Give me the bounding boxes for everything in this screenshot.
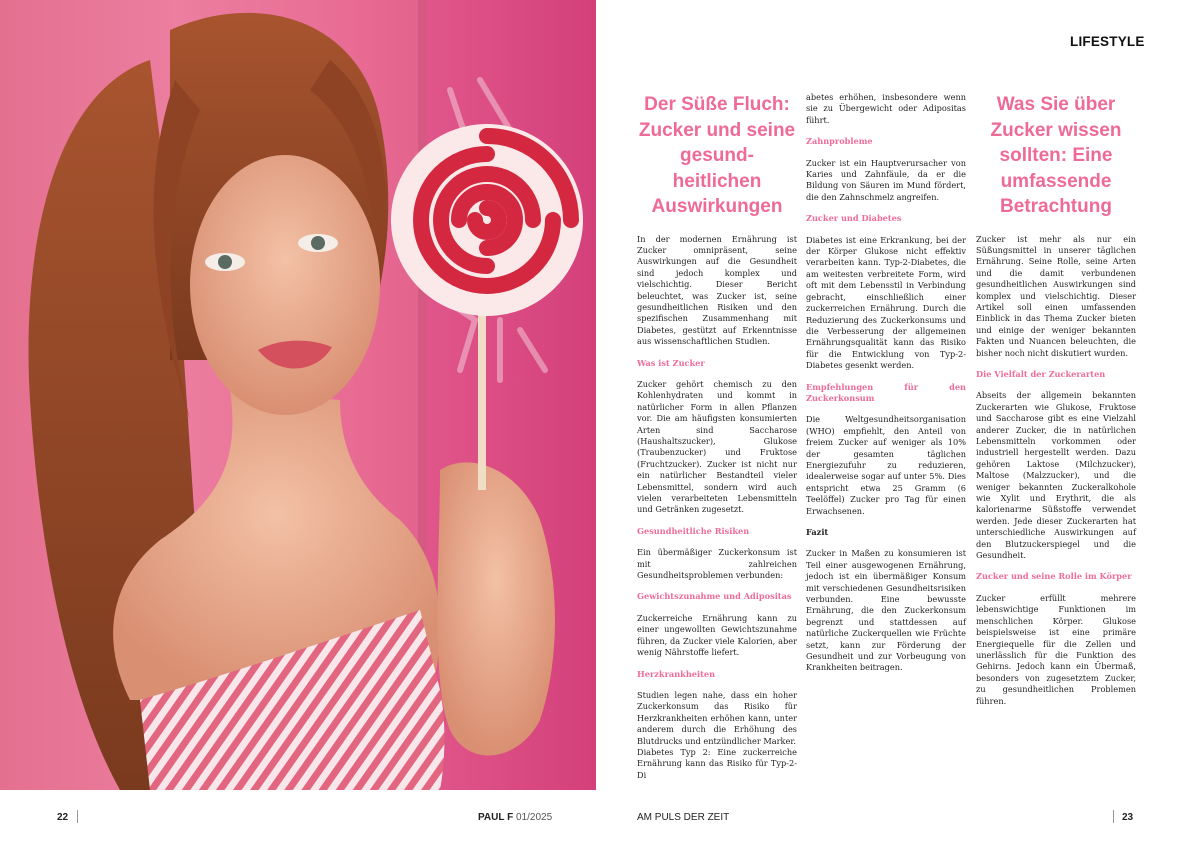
subheading: Herzkrankheiten <box>637 668 716 679</box>
article1-headline: Der Süße Fluch: Zucker und seine gesund-heitlichen Auswirkungen <box>638 94 796 217</box>
article-column-1 <box>637 92 797 781</box>
footer-divider-left <box>77 810 78 823</box>
paragraph: Ein übermäßiger Zuckerkonsum ist mit zahlreichen Gesundheitsproblemen verbunden: <box>637 547 797 581</box>
footer-area <box>0 790 1191 842</box>
page-number-left: 22 <box>57 812 69 823</box>
issue-number: 01/2025 <box>516 812 553 823</box>
paragraph: Diabetes ist eine Erkrankung, bei der der Körper Glukose nicht effektiv verarbeiten kann. Typ-2-Diabetes, die am weitesten verbreitete Form, wird oft mit dem Lebensstil in Verbindung gebracht, einschließlich einer zuckerreichen Ernährung. Durch die Reduzierung des Zuckerkonsums und die Verbesserung der allgemeinen Ernährungsqualität kann das Risiko für die Entwicklung von Typ-2-Diabetes gesenkt werden. <box>806 234 966 371</box>
portrait-with-lollipop-icon <box>0 0 596 790</box>
footer-divider-right <box>1113 810 1114 823</box>
subheading: Gewichtszunahme und Adipositas <box>637 591 792 602</box>
paragraph: Zucker ist ein Hauptverursacher von Karies und Zahnfäule, da er die Bildung von Säuren im Mund fördert, die den Zahnschmelz angreifen. <box>806 157 966 202</box>
rubric-name: AM PULS DER ZEIT <box>637 812 730 823</box>
paragraph: Zucker gehört chemisch zu den Kohlenhydraten und kommt in natürlicher Form in allen Pflanzen vor. Die am häufigsten konsumierten Arten sind Saccharose (Haushaltszucker), Glukose (Traubenzucker) und Fruktose (Fruchtzucker). Zucker ist nicht nur ein natürlicher Bestandteil vieler Lebensmittel, sondern wird auch vielen verarbeiteten Lebensmitteln und Getränken zugesetzt. <box>637 378 797 515</box>
paragraph: Zucker erfüllt mehrere lebenswichtige Funktionen im menschlichen Körper. Glukose beispielsweise ist eine primäre Energiequelle für die Zellen und unerlässlich für die Funktion des Gehirns. Jedoch kann ein Übermaß, besonders von zugesetztem Zucker, zu gesundheitlichen Problemen führen. <box>976 592 1136 706</box>
magazine-name: PAUL F <box>478 812 514 823</box>
article-column-2 <box>806 92 966 684</box>
article-column-3 <box>976 92 1136 717</box>
page-number-right: 23 <box>1122 812 1134 823</box>
paragraph: Zucker in Maßen zu konsumieren ist Teil einer ausgewogenen Ernährung, jedoch ist ein übermäßiger Konsum mit verschiedenen Gesundheitsrisiken verbunden. Eine bewusste Ernährung, die den Zuckerkonsum begrenzt und stattdessen auf natürliche Zuckerquellen wie Früchte setzt, kann zur Förderung der Gesundheit und zur Vorbeugung von Krankheiten beitragen. <box>806 548 966 673</box>
subheading: Zucker und Diabetes <box>806 213 902 224</box>
paragraph: Abseits der allgemein bekannten Zuckerarten wie Glukose, Fruktose und Saccharose gibt es eine Vielzahl anderer Zucker, die in natürlichen Lebensmitteln vorkommen oder industriell hergestellt werden. Dazu gehören Laktose (Milchzucker), Maltose (Malzzucker), und die weniger bekannten Zuckeralkohole wie Xylit und Erythrit, die als kalorienarme Süßstoffe verwendet werden. Jede dieser Zuckerarten hat unterschiedliche Auswirkungen auf den Blutzuckerspiegel und die Gesundheit. <box>976 390 1136 561</box>
subheading: Empfehlungen für den Zuckerkonsum <box>806 381 966 403</box>
subheading: Gesundheitliche Risiken <box>637 525 750 536</box>
paragraph: Die Weltgesundheitsorganisation (WHO) empfiehlt, den Anteil von freiem Zucker auf weniger als 10% der gesamten täglichen Energiezufuhr zu reduzieren, idealerweise sogar auf unter 5%. Dies entspricht etwa 25 Gramm (6 Teelöffel) Zucker pro Tag für einen Erwachsenen. <box>806 414 966 516</box>
subheading: Zucker und seine Rolle im Körper <box>976 571 1132 582</box>
subheading: Zahnprobleme <box>806 136 873 147</box>
article1-intro: In der modernen Ernährung ist Zucker omnipräsent, seine Auswirkungen auf die Gesundheit sind jedoch komplex und vielschichtig. Dieser Bericht beleuchtet, was Zucker ist, seine gesundheitlichen Risiken und den spezifischen Zusammenhang mit Diabetes, gestützt auf Erkenntnisse aus wissenschaftlichen Studien. <box>637 233 797 347</box>
article2-headline: Was Sie über Zucker wissen sollten: Eine umfassende Betrachtung <box>990 94 1122 217</box>
paragraph: Studien legen nahe, dass ein hoher Zuckerkonsum das Risiko für Herzkrankheiten erhöhen kann, unter anderem durch die Erhöhung des Blutdrucks und entzündlicher Marker. <box>637 689 797 746</box>
section-label: LIFESTYLE <box>1070 34 1145 49</box>
paragraph: Diabetes Typ 2: Eine zuckerreiche Ernährung kann das Risiko für Typ-2-Di <box>637 746 797 780</box>
cover-photo <box>0 0 596 790</box>
subheading-fazit: Fazit <box>806 527 829 537</box>
article2-intro: Zucker ist mehr als nur ein Süßungsmittel in unserer täglichen Ernährung. Seine Rolle, seine Arten und die damit verbundenen gesundheitlichen Auswirkungen sind komplex und vielschichtig. Dieser Artikel soll einen umfassenden Einblick in das Thema Zucker bieten und einige der weniger bekannten Fakten und Nuancen beleuchten, die bisher noch nicht diskutiert wurden. <box>976 233 1136 358</box>
subheading: Was ist Zucker <box>637 357 705 368</box>
paragraph: abetes erhöhen, insbesondere wenn sie zu Übergewicht oder Adipositas führt. <box>806 92 966 125</box>
paragraph: Zuckerreiche Ernährung kann zu einer ungewollten Gewichtszunahme führen, da Zucker viele Kalorien, aber wenig Nährstoffe liefert. <box>637 612 797 658</box>
subheading: Die Vielfalt der Zuckerarten <box>976 368 1106 379</box>
